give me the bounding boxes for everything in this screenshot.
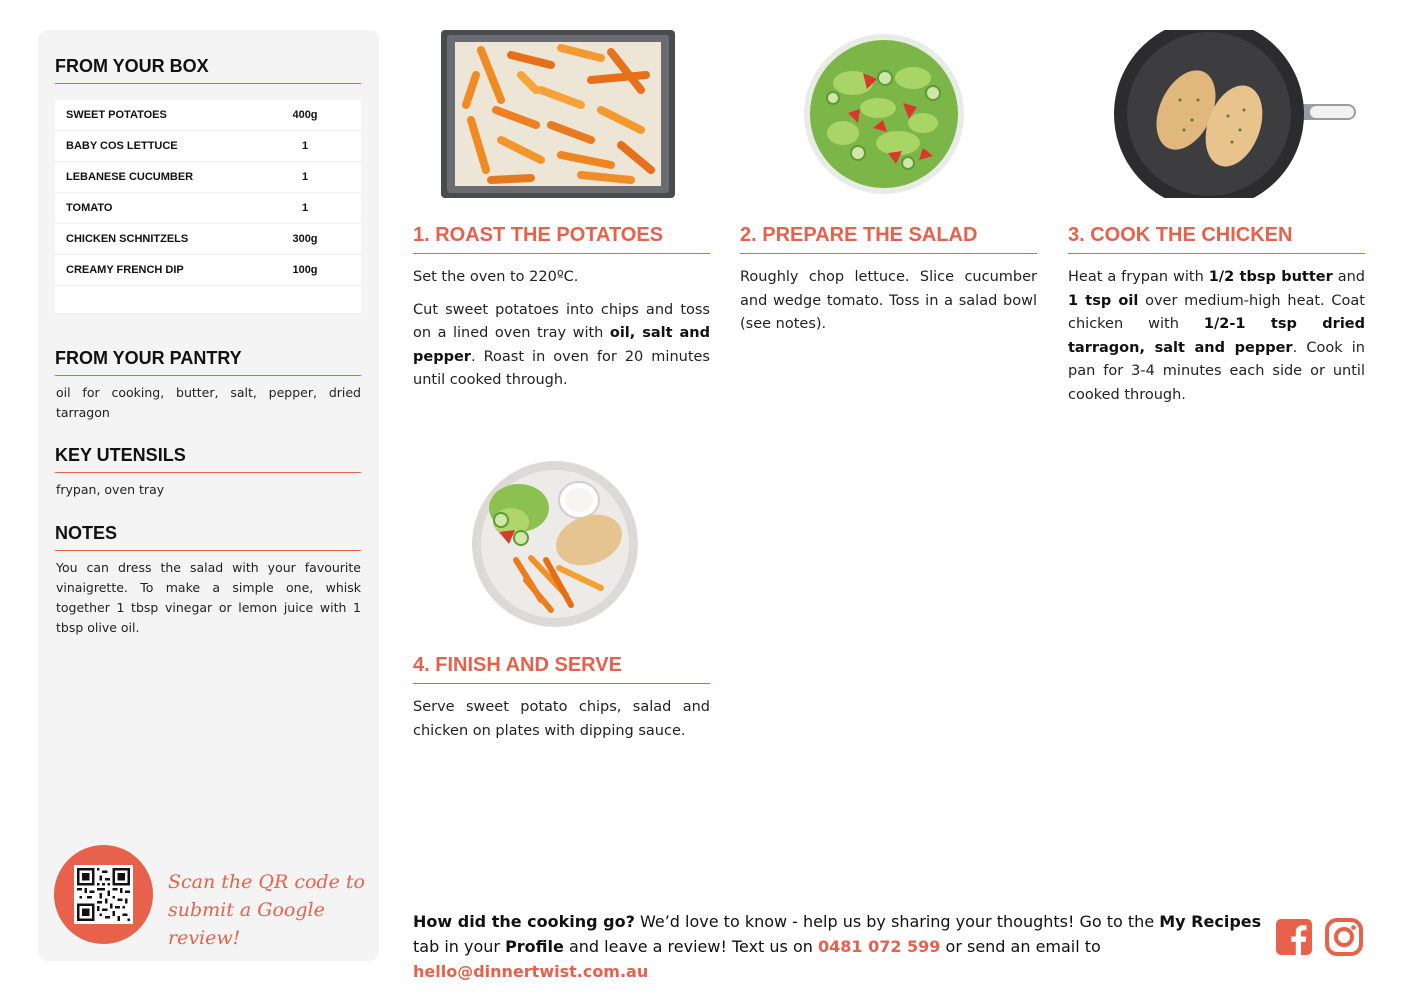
step-3-title: 3. COOK THE CHICKEN: [1068, 224, 1365, 254]
step-1-text-end: . Roast in oven for 20 minutes until cooked through.: [413, 348, 710, 388]
step-4-title: 4. FINISH AND SERVE: [413, 654, 710, 684]
key-utensils-title: KEY UTENSILS: [55, 445, 361, 473]
table-row: [55, 224, 361, 255]
roasted-potatoes-photo: [441, 30, 675, 198]
plated-meal-photo: [471, 460, 639, 628]
ingredient-qty: 1: [301, 171, 309, 183]
step-3-text-e: over medium-high heat. Coat chicken with: [1068, 292, 1365, 332]
ingredient-qty: 1: [301, 140, 309, 152]
ingredient-name: TOMATO: [66, 202, 113, 214]
step-3-body: [1068, 266, 1365, 416]
ingredient-name: CHICKEN SCHNITZELS: [66, 233, 189, 245]
qr-review-caption: [168, 868, 368, 952]
step-3-text-g: . Cook in pan for 3-4 minutes each side or until cooked through.: [1068, 339, 1365, 403]
from-your-box-title: FROM YOUR BOX: [55, 56, 361, 84]
step-1-paragraph-2: [413, 299, 710, 393]
qr-caption-line2: submit a Google review!: [168, 899, 325, 949]
ingredient-name: LEBANESE CUCUMBER: [66, 171, 194, 183]
instagram-icon[interactable]: [1325, 918, 1363, 956]
notes-title: NOTES: [55, 523, 361, 551]
chicken-frypan-photo: [1114, 30, 1356, 198]
ingredients-panel: [38, 30, 379, 961]
feedback-question: How did the cooking go?: [413, 912, 635, 931]
my-recipes-label: My Recipes: [1159, 912, 1262, 931]
from-your-pantry-title: FROM YOUR PANTRY: [55, 348, 361, 376]
ingredient-name: BABY COS LETTUCE: [66, 140, 178, 152]
step-2-title: 2. PREPARE THE SALAD: [740, 224, 1037, 254]
utensils-text: frypan, oven tray: [56, 482, 165, 497]
step-3-bold-butter: 1/2 tbsp butter: [1208, 269, 1333, 285]
salad-bowl-photo: [803, 33, 965, 195]
pantry-text: oil for cooking, butter, salt, pepper, dried tarragon: [56, 385, 361, 420]
step-4-body: [413, 696, 710, 752]
step-1-paragraph-1: Set the oven to 220ºC.: [413, 269, 579, 285]
table-row: [55, 162, 361, 193]
step-3-text-c: and: [1332, 269, 1365, 285]
email-link[interactable]: hello@dinnertwist.com.au: [413, 962, 649, 981]
step-3-bold-oil: 1 tsp oil: [1068, 292, 1139, 309]
step-3-bold-seasoning: 1/2-1 tsp dried tarragon, salt and pepper: [1068, 316, 1365, 356]
table-row: [55, 193, 361, 224]
table-row: [55, 255, 361, 286]
step-2-paragraph-1: Roughly chop lettuce. Slice cucumber and wedge tomato. Toss in a salad bowl (see notes).: [740, 269, 1037, 332]
step-2-body: [740, 266, 1037, 346]
ingredient-qty: 400g: [292, 109, 318, 121]
table-row: [55, 131, 361, 162]
feedback-text-3: and leave a review! Text us on: [563, 937, 818, 956]
facebook-icon[interactable]: [1275, 918, 1313, 956]
feedback-text-2: tab in your: [413, 937, 506, 956]
feedback-text-4: or send an email to: [940, 937, 1101, 956]
step-1-title: 1. ROAST THE POTATOES: [413, 224, 710, 254]
ingredient-name: CREAMY FRENCH DIP: [66, 264, 184, 276]
step-1-text: Cut sweet potatoes into chips and toss on a lined oven tray with: [413, 301, 710, 341]
feedback-footer: [413, 909, 1263, 984]
ingredient-name: SWEET POTATOES: [66, 109, 167, 121]
notes-text: You can dress the salad with your favourite vinaigrette. To make a simple one, whisk together 1 tbsp vinegar or lemon juice with 1 tbsp olive oil.: [56, 560, 361, 635]
step-1-bold-seasoning: oil, salt and pepper: [413, 325, 711, 365]
ingredient-qty: 100g: [292, 264, 318, 276]
qr-caption-line1: Scan the QR code to: [168, 871, 365, 893]
ingredient-qty: 300g: [292, 233, 318, 245]
qr-code-icon: [74, 865, 133, 924]
box-ingredients-table: [55, 100, 361, 313]
ingredient-qty: 1: [301, 202, 309, 214]
qr-code-badge[interactable]: [54, 845, 153, 944]
phone-link[interactable]: 0481 072 599: [817, 937, 941, 956]
profile-label: Profile: [505, 937, 564, 956]
step-3-text-a: Heat a frypan with: [1068, 269, 1209, 285]
feedback-text-1: We’d love to know - help us by sharing your thoughts! Go to the: [634, 912, 1160, 931]
step-1-body: [413, 266, 710, 402]
step-3-paragraph-1: [1068, 266, 1365, 407]
table-row: [55, 100, 361, 131]
step-4-paragraph-1: Serve sweet potato chips, salad and chicken on plates with dipping sauce.: [413, 699, 710, 739]
